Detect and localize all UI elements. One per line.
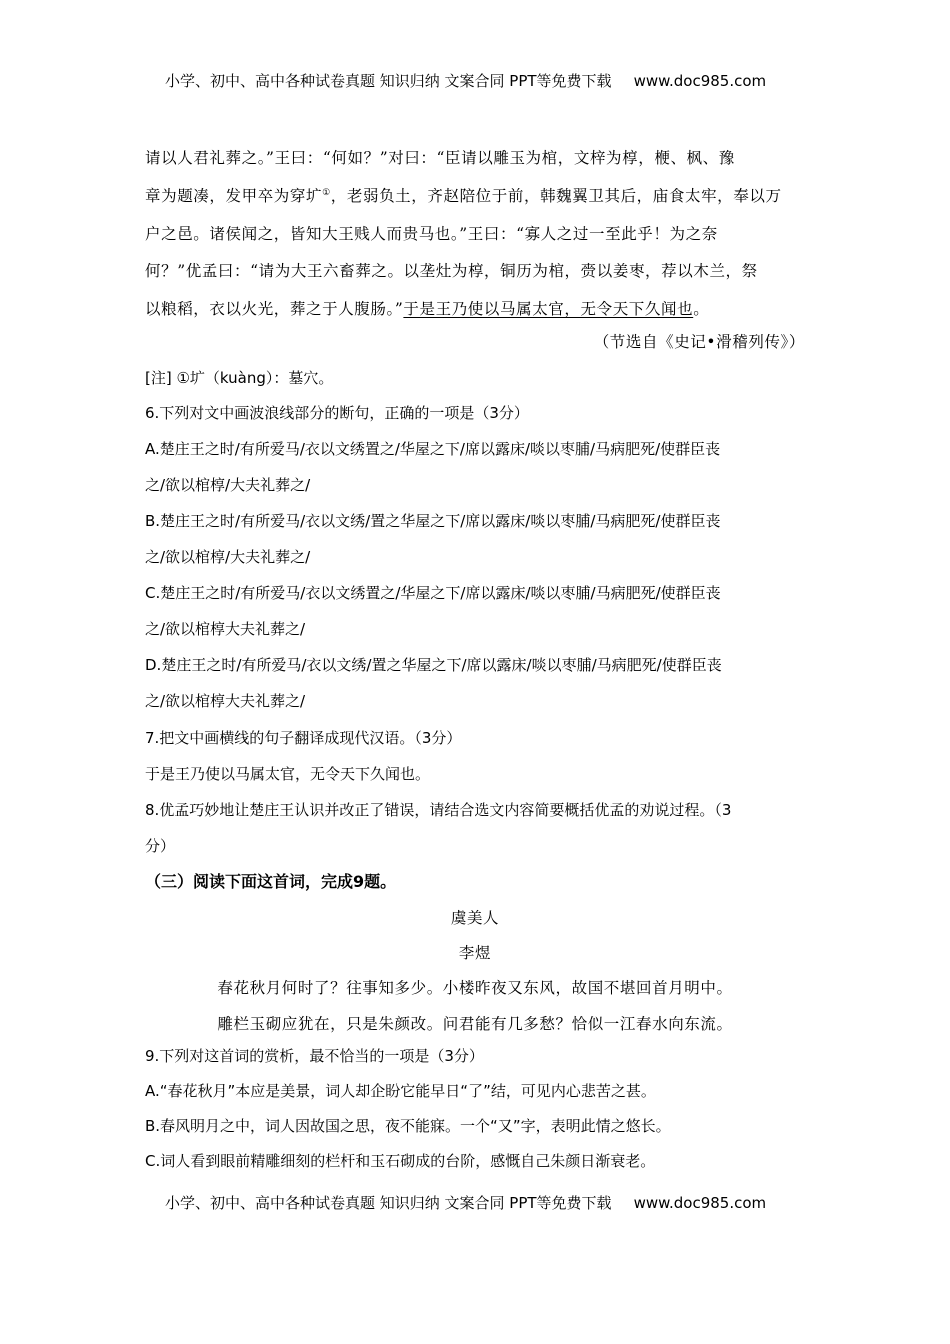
q9-stem: 9.下列对这首词的赏析，最不恰当的一项是（3分） [145, 1047, 484, 1065]
q6-stem: 6.下列对文中画波浪线部分的断句，正确的一项是（3分） [145, 404, 529, 422]
passage-line-1: 请以人君礼葬之。”王曰：“何如？”对曰：“臣请以雕玉为棺，文梓为椁，楩、枫、豫 [145, 149, 735, 167]
passage-line-3: 户之邑。诸侯闻之，皆知大王贱人而贵马也。”王曰：“寡人之过一至此乎！为之奈 [145, 225, 718, 243]
page-footer [165, 1192, 766, 1213]
footer-site: www.doc985.com [633, 1194, 767, 1212]
footer-text: 小学、初中、高中各种试卷真题 知识归纳 文案合同 PPT等免费下载 [165, 1194, 612, 1212]
q6-option-d-line2: 之/欲以棺椁大夫礼葬之/ [145, 692, 306, 710]
q6-option-b-line2: 之/欲以棺椁/大夫礼葬之/ [145, 548, 311, 566]
passage-line-2a: 章为题凑，发甲卒为穿圹 [145, 187, 323, 205]
q6-option-a-line2: 之/欲以棺椁/大夫礼葬之/ [145, 476, 311, 494]
passage-line-5a: 以粮稻，衣以火光，葬之于人腹肠。” [145, 300, 404, 318]
q7-sentence: 于是王乃使以马属太官，无令天下久闻也。 [145, 765, 431, 783]
poem-author: 李煜 [458, 944, 492, 962]
page-header [165, 70, 766, 91]
q6-option-c-line2: 之/欲以棺椁大夫礼葬之/ [145, 620, 306, 638]
header-site: www.doc985.com [633, 72, 767, 90]
header-text: 小学、初中、高中各种试卷真题 知识归纳 文案合同 PPT等免费下载 [165, 72, 612, 90]
poem-line-2: 雕栏玉砌应犹在，只是朱颜改。问君能有几多愁？恰似一江春水向东流。 [217, 1015, 733, 1033]
underlined-sentence: 于是王乃使以马属太官，无令天下久闻也 [403, 300, 694, 318]
q8-stem-line1: 8.优孟巧妙地让楚庄王认识并改正了错误，请结合选文内容简要概括优孟的劝说过程。（3 [145, 801, 732, 819]
q7-stem: 7.把文中画横线的句子翻译成现代汉语。（3分） [145, 729, 462, 747]
poem-line-1: 春花秋月何时了？往事知多少。小楼昨夜又东风，故国不堪回首月明中。 [217, 979, 733, 997]
poem-title: 虞美人 [450, 909, 500, 927]
q9-option-a: A.“春花秋月”本应是美景，词人却企盼它能早日“了”结，可见内心悲苦之甚。 [145, 1082, 656, 1100]
passage-line-5c: 。 [693, 300, 710, 318]
q6-option-b-line1: B.楚庄王之时/有所爱马/衣以文绣/置之华屋之下/席以露床/啖以枣脯/马病肥死/使群臣丧 [145, 512, 721, 530]
q8-stem-line2: 分） [145, 837, 176, 855]
q9-option-b: B.春风明月之中，词人因故国之思，夜不能寐。一个“又”字，表明此情之悠长。 [145, 1117, 671, 1135]
q6-option-a-line1: A.楚庄王之时/有所爱马/衣以文绣置之/华屋之下/席以露床/啖以枣脯/马病肥死/使群臣丧 [145, 440, 721, 458]
q9-option-c: C.词人看到眼前精雕细刻的栏杆和玉石砌成的台阶，感慨自己朱颜日渐衰老。 [145, 1152, 656, 1170]
passage-line-4: 何？”优孟曰：“请为大王六畜葬之。以垄灶为椁，铜历为棺，赍以姜枣，荐以木兰，祭 [145, 262, 758, 280]
passage-line-2b: ，老弱负土，齐赵陪位于前，韩魏翼卫其后，庙食太牢，奉以万 [330, 187, 782, 205]
section-3-heading: （三）阅读下面这首词，完成9题。 [145, 872, 397, 891]
q6-option-d-line1: D.楚庄王之时/有所爱马/衣以文绣/置之华屋之下/席以露床/啖以枣脯/马病肥死/使群臣丧 [145, 656, 722, 674]
q6-option-c-line1: C.楚庄王之时/有所爱马/衣以文绣置之/华屋之下/席以露床/啖以枣脯/马病肥死/使群臣丧 [145, 584, 721, 602]
passage-line-2 [145, 184, 782, 206]
passage-line-5 [145, 297, 709, 319]
passage-source: （节选自《史记•滑稽列传》） [593, 333, 805, 351]
footnote: [注] ①圹（kuàng）：墓穴。 [145, 369, 334, 387]
footnote-marker: ① [322, 187, 331, 198]
